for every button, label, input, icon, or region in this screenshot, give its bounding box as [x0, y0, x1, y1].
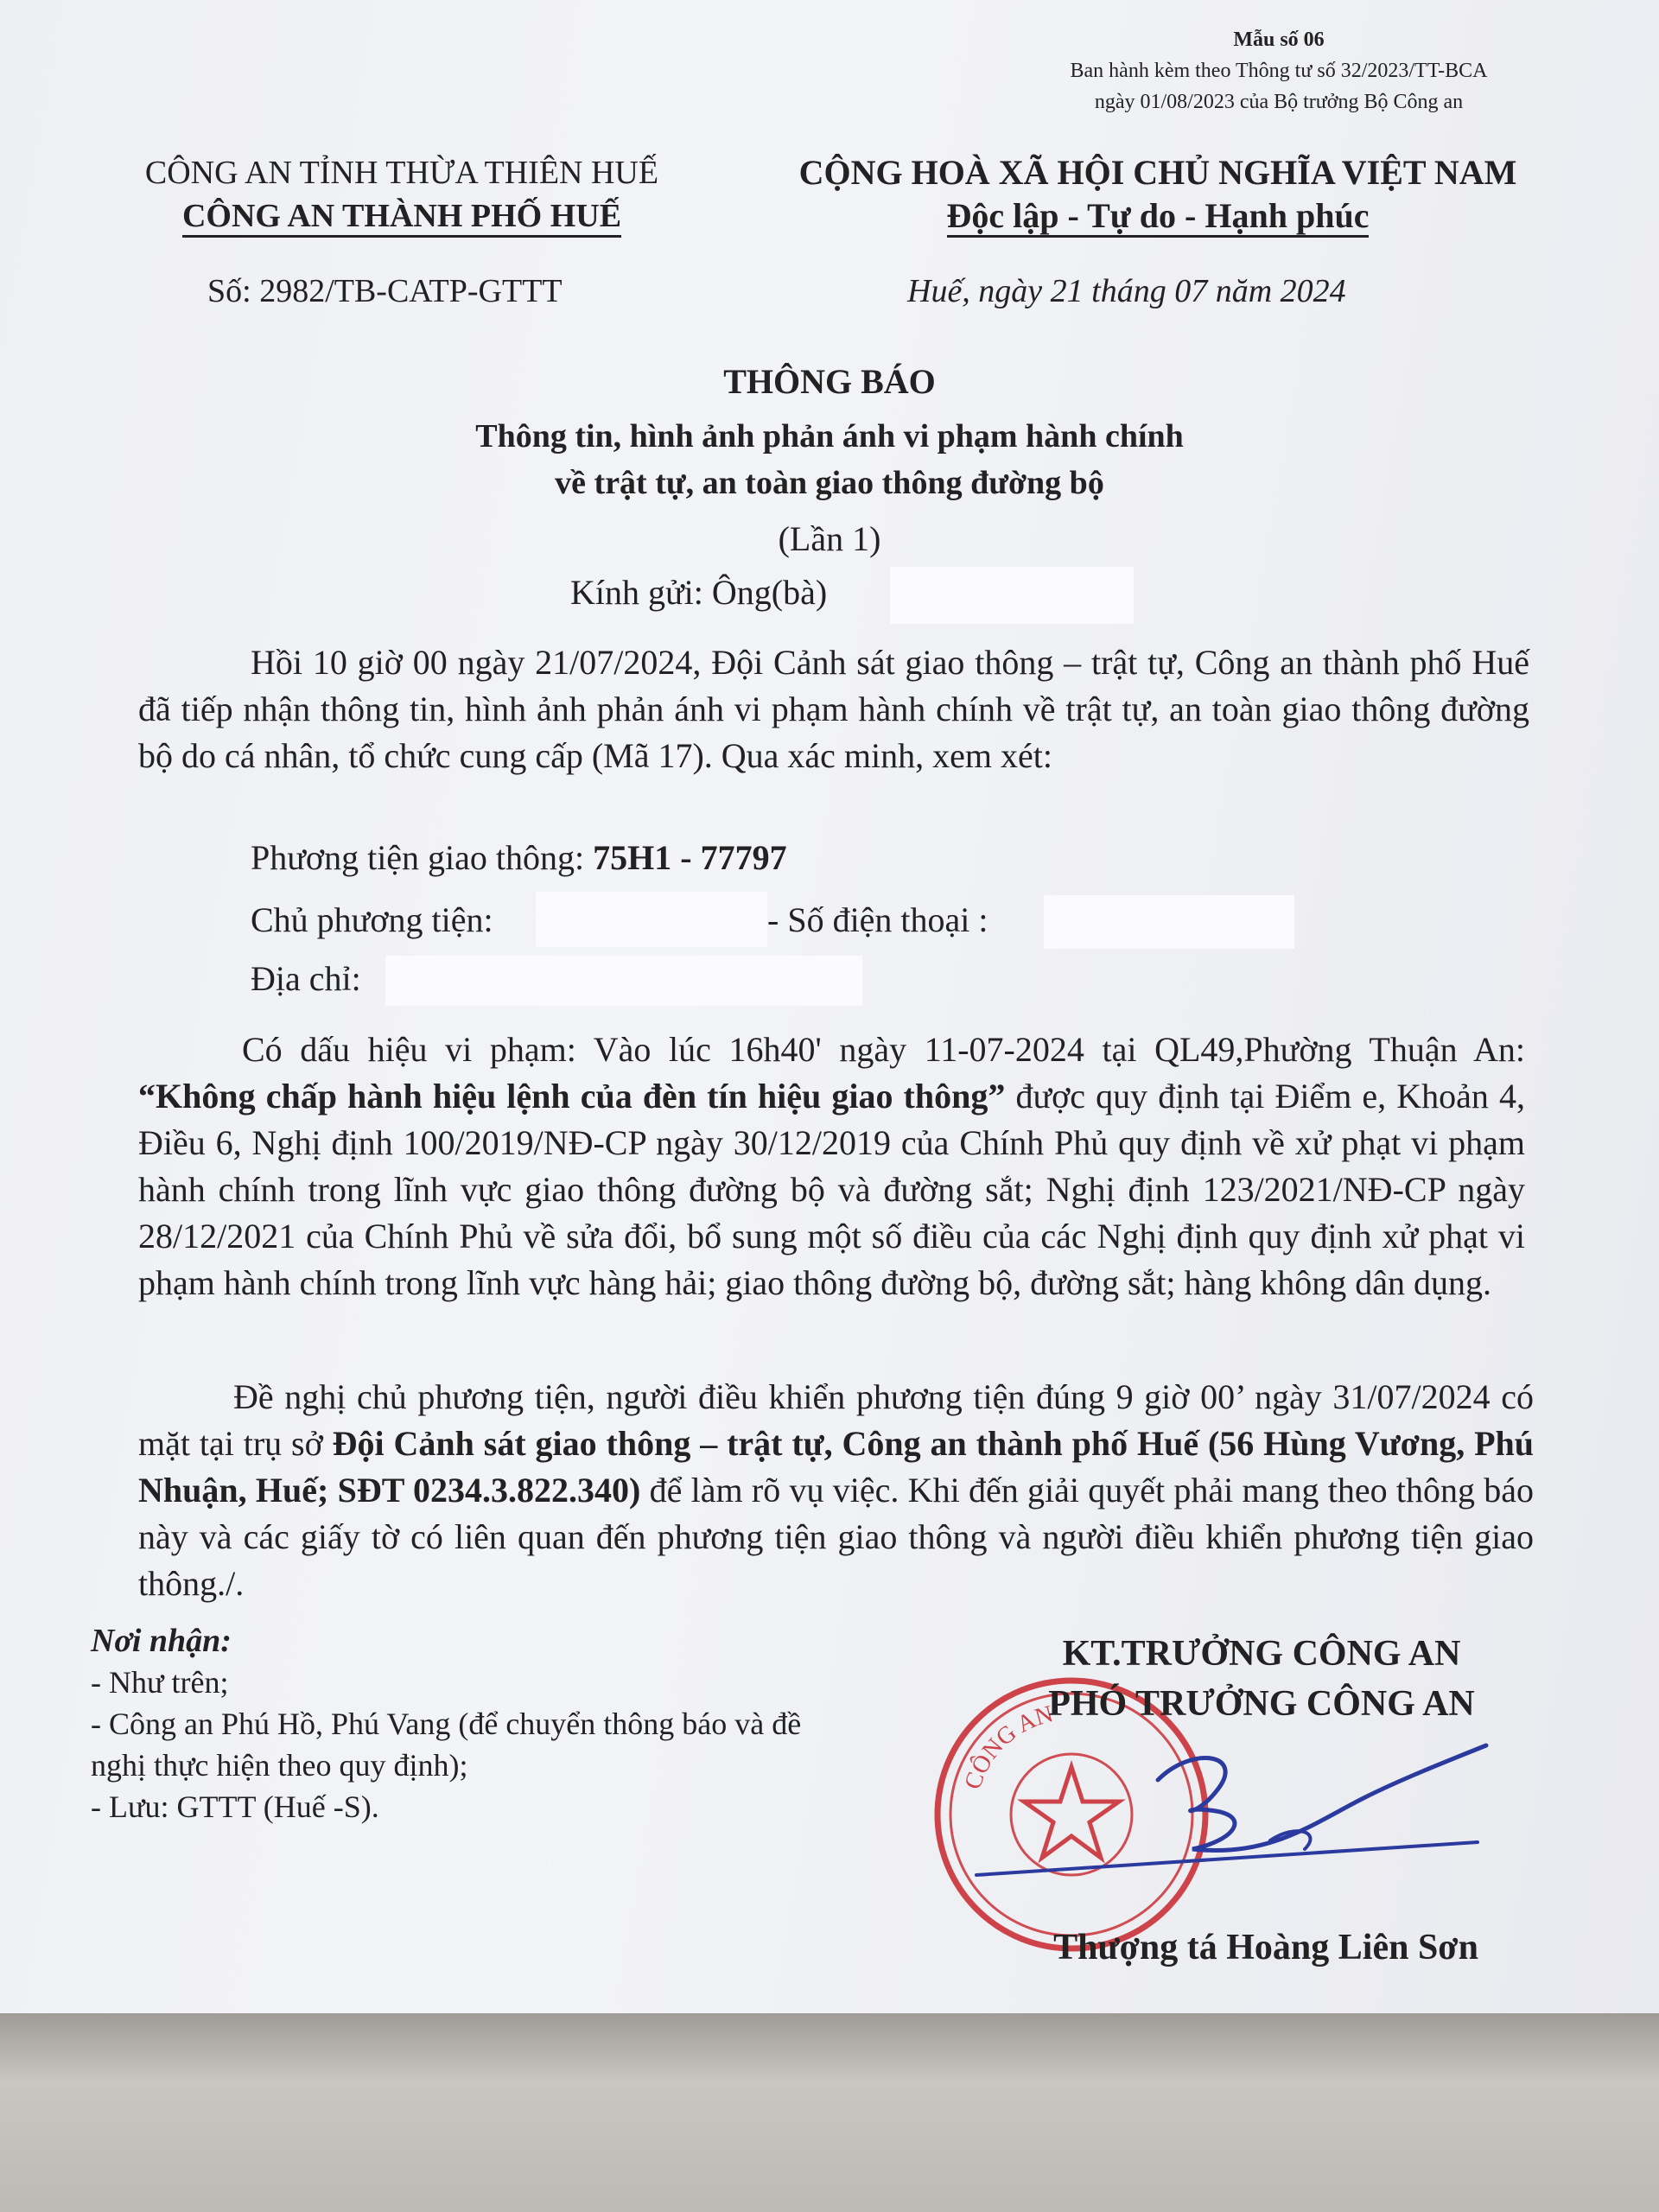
- document-date: Huế, ngày 21 tháng 07 năm 2024: [907, 273, 1346, 309]
- issuing-agency: [104, 151, 700, 238]
- signatory-title-line2: PHÓ TRƯỞNG CÔNG AN: [1048, 1684, 1475, 1724]
- recipient-item: - Như trên;: [91, 1665, 229, 1700]
- violation-description: “Không chấp hành hiệu lệnh của đèn tín hiệu giao thông”: [138, 1077, 1006, 1116]
- agency-name: CÔNG AN THÀNH PHỐ HUẾ: [182, 197, 621, 238]
- signatory-title: [968, 1629, 1555, 1729]
- form-reference: [976, 24, 1581, 118]
- redacted-owner-name: [536, 892, 767, 947]
- signatory-title-line1: KT.TRƯỞNG CÔNG AN: [1062, 1634, 1461, 1674]
- summons-location: Đội Cảnh sát giao thông – trật tự, Công an thành phố Huế (56 Hùng Vương, Phú Nhuận, Huế; SĐT 0234.3.822.340): [138, 1424, 1534, 1510]
- signature-underline: [968, 1832, 1486, 1901]
- paragraph-violation: Có dấu hiệu vi phạm: Vào lúc 16h40' ngày 11-07-2024 tại QL49,Phường Thuận An: “Không chấp hành hiệu lệnh của đèn tín hiệu giao thông” được quy định tại Điểm e, Khoản 4, Điều 6, Nghị định 100/2019/NĐ-CP ngày 30/12/2019 của Chính Phủ quy định về xử phạt vi phạm hành chính trong lĩnh vực giao thông đường bộ và đường sắt; Nghị định 123/2021/NĐ-CP ngày 28/12/2021 của Chính Phủ về sửa đổi, bổ sung một số điều của các Nghị định quy định xử phạt vi phạm hành chính trong lĩnh vực hàng hải; giao thông đường bộ, đường sắt; hàng không dân dụng.: [138, 1030, 1525, 1302]
- document-title: THÔNG BÁO: [723, 362, 936, 401]
- national-header: [752, 151, 1564, 238]
- seal-text: CÔNG AN: [959, 1700, 1057, 1793]
- address-label: Địa chỉ:: [251, 959, 361, 998]
- recipient-line: Kính gửi: Ông(bà): [570, 573, 828, 612]
- paragraph-intro: Hồi 10 giờ 00 ngày 21/07/2024, Đội Cảnh sát giao thông – trật tự, Công an thành phố Huế đã tiếp nhận thông tin, hình ảnh phản ánh vi phạm hành chính về trật tự, an toàn giao thông đường bộ do cá nhân, tổ chức cung cấp (Mã 17). Qua xác minh, xem xét:: [138, 643, 1529, 775]
- recipient-item: - Lưu: GTTT (Huế -S).: [91, 1789, 379, 1824]
- agency-parent: CÔNG AN TỈNH THỪA THIÊN HUẾ: [144, 155, 659, 191]
- national-motto: Độc lập - Tự do - Hạnh phúc: [947, 197, 1370, 238]
- redacted-address: [385, 956, 862, 1006]
- subtitle-line1: Thông tin, hình ảnh phản ánh vi phạm hành chính: [475, 418, 1184, 454]
- vehicle-line: [251, 835, 787, 881]
- notice-round: (Lần 1): [778, 519, 881, 558]
- paragraph-summons: Đề nghị chủ phương tiện, người điều khiển phương tiện đúng 9 giờ 00’ ngày 31/07/2024 có mặt tại trụ sở Đội Cảnh sát giao thông – trật tự, Công an thành phố Huế (56 Hùng Vương, Phú Nhuận, Huế; SĐT 0234.3.822.340) để làm rõ vụ việc. Khi đến giải quyết phải mang theo thông báo này và các giấy tờ có liên quan đến phương tiện giao thông và người điều khiển phương tiện giao thông./.: [138, 1377, 1534, 1603]
- form-issued-line2: ngày 01/08/2023 của Bộ trưởng Bộ Công an: [1094, 91, 1464, 113]
- recipients-block: [91, 1620, 868, 1827]
- signatory-name: Thượng tá Hoàng Liên Sơn: [1053, 1928, 1478, 1967]
- subtitle-line2: về trật tự, an toàn giao thông đường bộ: [555, 465, 1104, 501]
- document-subtitle: [0, 413, 1659, 506]
- redacted-recipient-name: [890, 567, 1134, 624]
- background-surface: [0, 2013, 1659, 2212]
- recipient-item: - Công an Phú Hồ, Phú Vang (để chuyển thông báo và đề nghị thực hiện theo quy định);: [91, 1707, 802, 1783]
- country-name: CỘNG HOÀ XÃ HỘI CHỦ NGHĨA VIỆT NAM: [798, 153, 1517, 192]
- recipients-heading: Nơi nhận:: [91, 1623, 232, 1659]
- vehicle-plate: 75H1 - 77797: [593, 838, 787, 877]
- form-number: Mẫu số 06: [1233, 29, 1325, 51]
- vehicle-label: Phương tiện giao thông:: [251, 838, 594, 877]
- phone-label: - Số điện thoại :: [767, 900, 988, 939]
- redacted-phone-number: [1044, 895, 1294, 949]
- form-issued-line1: Ban hành kèm theo Thông tư số 32/2023/TT-BCA: [1070, 60, 1488, 82]
- document-number: Số: 2982/TB-CATP-GTTT: [207, 273, 563, 309]
- owner-label: Chủ phương tiện:: [251, 900, 493, 939]
